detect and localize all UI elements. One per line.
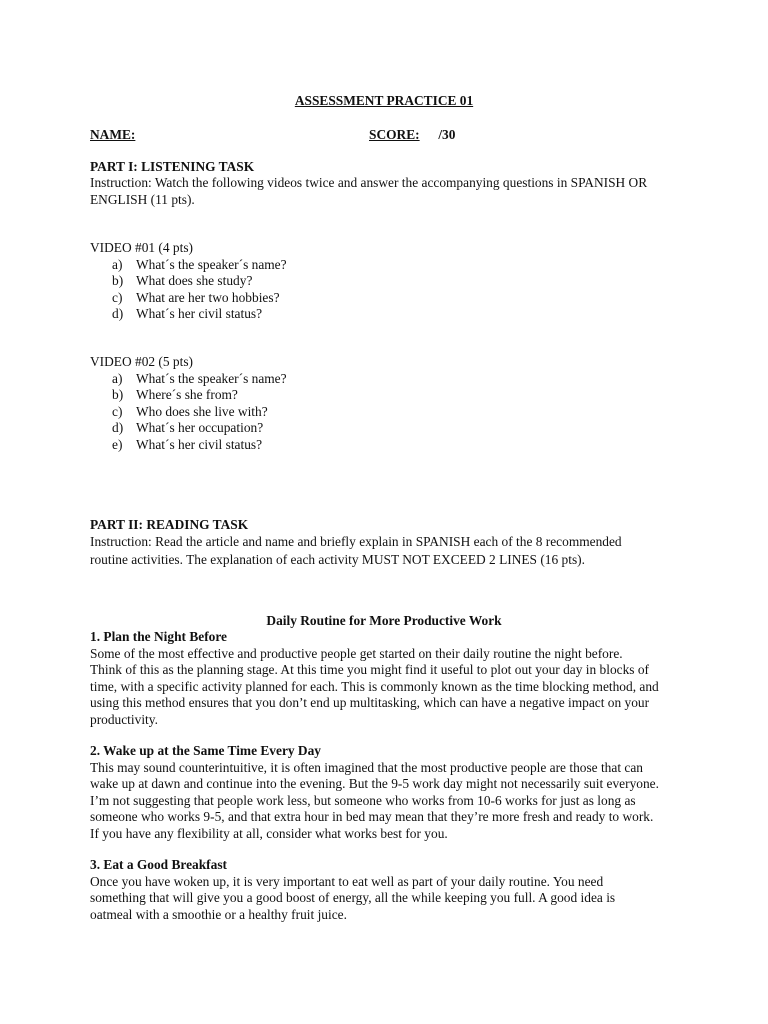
- question-item: [90, 306, 690, 323]
- question-text: What´s the speaker´s name?: [136, 256, 287, 272]
- instruction-line: Instruction: Read the article and name and briefly explain in SPANISH each of the 8 recommended: [90, 534, 622, 549]
- question-text: Who does she live with?: [136, 403, 268, 419]
- section-line: Some of the most effective and productive people get started on their daily routine the night before.: [90, 645, 623, 661]
- section-line: oatmeal with a smoothie or a healthy fruit juice.: [90, 906, 347, 922]
- instruction-line: Instruction: Watch the following videos twice and answer the accompanying questions in SPANISH OR: [90, 175, 648, 190]
- question-text: Where´s she from?: [136, 387, 238, 403]
- video-2-label: VIDEO #02 (5 pts): [90, 354, 194, 369]
- score-label: SCORE:: [369, 127, 420, 142]
- part2-heading: PART II: READING TASK: [90, 517, 249, 532]
- question-text: What´s her civil status?: [136, 306, 263, 322]
- section-line: If you have any flexibility at all, consider what works best for you.: [90, 825, 448, 841]
- section-line: I’m not suggesting that people work less, but someone who works from 10-6 works for just as long as: [90, 792, 636, 808]
- question-letter: b): [112, 387, 124, 403]
- section-line: something that will give you a good boost of energy, all the while keeping you full. A good idea is: [90, 890, 616, 906]
- article-section-3: [90, 857, 690, 923]
- question-text: What´s her civil status?: [136, 436, 263, 452]
- video-1-questions: [90, 257, 690, 323]
- instruction-line: ENGLISH (11 pts).: [90, 191, 195, 207]
- instruction-line: routine activities. The explanation of each activity MUST NOT EXCEED 2 LINES (16 pts).: [90, 552, 585, 567]
- question-item: [90, 437, 690, 454]
- part2-instruction: [90, 534, 690, 569]
- question-item: [90, 257, 690, 274]
- question-letter: d): [112, 306, 124, 322]
- section-line: Think of this as the planning stage. At this time you might find it useful to plot out your day in blocks of: [90, 662, 650, 678]
- question-letter: c): [112, 403, 123, 419]
- question-text: What´s her occupation?: [136, 420, 264, 436]
- score-field: [369, 127, 455, 144]
- document-title: ASSESSMENT PRACTICE 01: [294, 93, 474, 108]
- article-section-1: [90, 629, 690, 729]
- section-line: using this method ensures that you don’t end up multitasking, which can have a negative impact on your: [90, 695, 650, 711]
- question-item: [90, 420, 690, 437]
- question-item: [90, 290, 690, 307]
- section-line: someone who works 9-5, and that extra hour in bed may mean that they’re more fresh and ready to work.: [90, 809, 654, 825]
- section-line: This may sound counterintuitive, it is often imagined that the most productive people are those that can: [90, 759, 643, 775]
- article-title: Daily Routine for More Productive Work: [266, 613, 502, 628]
- section-line: time, with a specific activity planned for each. This is commonly known as the time blocking method, and: [90, 678, 659, 694]
- question-item: [90, 387, 690, 404]
- article-section-2: [90, 743, 690, 843]
- section-line: productivity.: [90, 711, 158, 727]
- video-2-questions: [90, 371, 690, 454]
- section-heading: 1. Plan the Night Before: [90, 629, 227, 644]
- question-letter: a): [112, 256, 123, 272]
- question-item: [90, 371, 690, 388]
- score-total: /30: [438, 127, 456, 142]
- question-item: [90, 273, 690, 290]
- question-letter: d): [112, 420, 124, 436]
- video-1-label: VIDEO #01 (4 pts): [90, 240, 194, 255]
- video-1-block: [90, 240, 690, 323]
- question-letter: b): [112, 273, 124, 289]
- section-heading: 3. Eat a Good Breakfast: [90, 857, 228, 872]
- section-line: Once you have woken up, it is very important to eat well as part of your daily routine. You need: [90, 873, 604, 889]
- question-text: What does she study?: [136, 273, 253, 289]
- question-letter: c): [112, 289, 123, 305]
- part1-heading: PART I: LISTENING TASK: [90, 159, 255, 174]
- question-text: What are her two hobbies?: [136, 289, 280, 305]
- question-letter: a): [112, 370, 123, 386]
- video-2-block: [90, 354, 690, 454]
- section-heading: 2. Wake up at the Same Time Every Day: [90, 743, 321, 758]
- question-text: What´s the speaker´s name?: [136, 370, 287, 386]
- part1-instruction: [90, 175, 690, 208]
- name-label: NAME:: [90, 127, 136, 142]
- question-item: [90, 404, 690, 421]
- section-line: wake up at dawn and continue into the evening. But the 9-5 work day might not necessarily suit everyone.: [90, 776, 659, 792]
- question-letter: e): [112, 436, 123, 452]
